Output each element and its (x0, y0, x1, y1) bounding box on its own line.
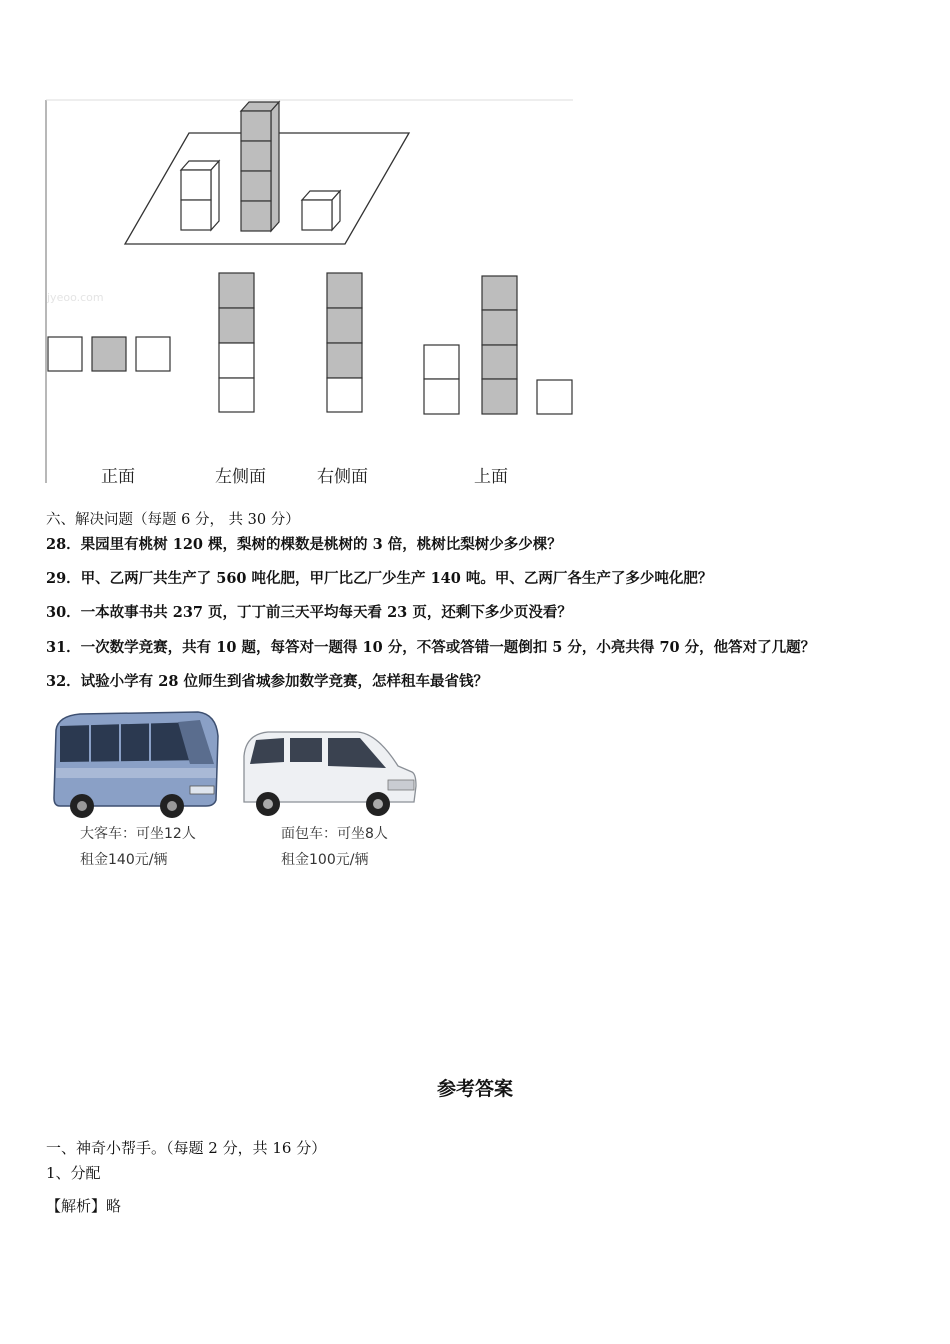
section-6-heading: 六、解决问题（每题 6 分， 共 30 分） (46, 512, 300, 528)
bus-image (50, 708, 222, 820)
answer-item-1: 1、分配 (46, 1164, 101, 1182)
label-right-side: 右侧面 (317, 467, 368, 487)
bus-capacity: 大客车：可坐12人 (80, 826, 196, 842)
bus-price: 租金140元/辆 (80, 852, 168, 868)
right-side-view (327, 273, 362, 412)
question-32: 32．试验小学有 28 位师生到省城参加数学竞赛，怎样租车最省钱？ (46, 673, 488, 690)
label-front: 正面 (101, 467, 135, 487)
cube-stack-right (302, 191, 340, 230)
question-31: 31．一次数学竞赛，共有 10 题，每答对一题得 10 分，不答或答错一题倒扣 5 分，小亮共得 70 分，他答对了几题？ (46, 639, 816, 656)
watermark: jyeoo.com (47, 291, 104, 304)
cube-stack-left (181, 161, 219, 230)
question-28: 28．果园里有桃树 120 棵，梨树的棵数是桃树的 3 倍，桃树比梨树少多少棵？ (46, 536, 562, 553)
top-view (424, 276, 572, 414)
answers-title: 参考答案 (436, 1078, 513, 1100)
van-image (238, 726, 418, 820)
cube-stack-middle (241, 102, 279, 231)
answers-section-1: 一、神奇小帮手。（每题 2 分，共 16 分） (46, 1139, 327, 1157)
answer-analysis: 【解析】略 (46, 1197, 122, 1215)
question-30: 30．一本故事书共 237 页，丁丁前三天平均每天看 23 页，还剩下多少页没看？ (46, 604, 572, 621)
van-capacity: 面包车：可坐8人 (281, 826, 388, 842)
left-side-view (219, 273, 254, 412)
van-price: 租金100元/辆 (281, 852, 369, 868)
label-top: 上面 (474, 467, 508, 487)
cube-views-diagram (45, 98, 575, 488)
front-view (48, 337, 170, 371)
cube-views-figure (45, 98, 575, 488)
label-left-side: 左侧面 (215, 467, 266, 487)
question-29: 29．甲、乙两厂共生产了 560 吨化肥，甲厂比乙厂少生产 140 吨。甲、乙两厂各生产了多少吨化肥？ (46, 570, 713, 587)
